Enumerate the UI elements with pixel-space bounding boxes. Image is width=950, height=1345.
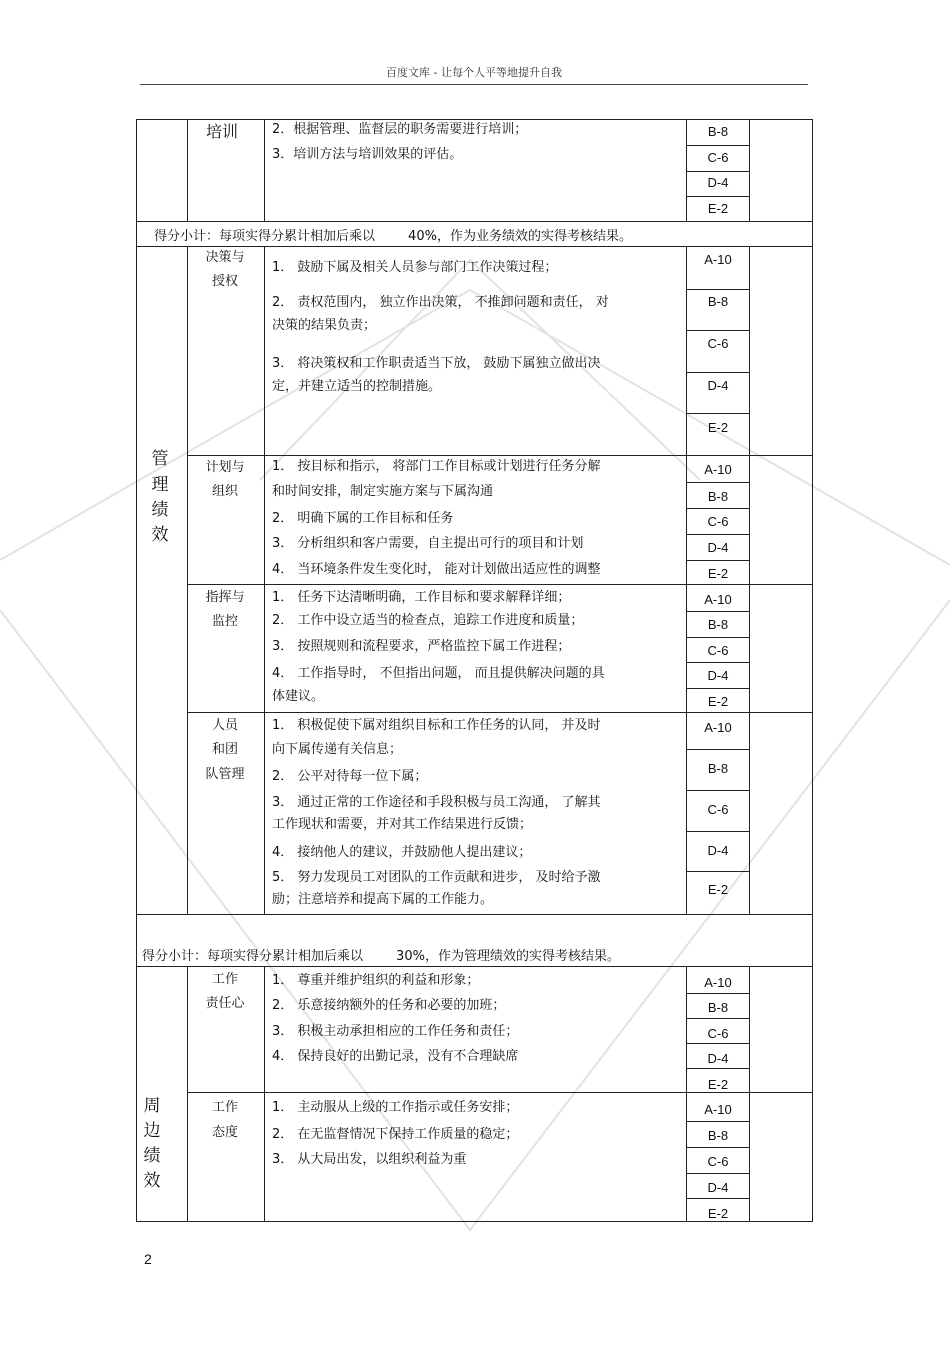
- col-divider: [264, 246, 265, 915]
- grade-label: E-2: [707, 201, 729, 216]
- training-item: 2．根据管理、监督层的职务需要进行培训；: [272, 122, 528, 137]
- group-divider: [187, 712, 813, 713]
- page-number: 2: [144, 1251, 152, 1267]
- grade-divider: [686, 196, 749, 197]
- grade-label: B-8: [707, 1128, 729, 1143]
- grade-divider: [686, 330, 749, 331]
- business-subtotal-note: 得分小计：每项实得分累计相加后乘以 40%，作为业务绩效的实得考核结果。: [154, 229, 632, 244]
- criterion-line: 1． 任务下达清晰明确，工作目标和要求解释详细；: [272, 590, 571, 605]
- grade-divider: [686, 611, 749, 612]
- grade-label: D-4: [707, 843, 729, 858]
- col-divider: [264, 119, 265, 221]
- criterion-name: 和团: [211, 742, 238, 757]
- criterion-line: 体建议。: [272, 689, 325, 704]
- grade-divider: [686, 790, 749, 791]
- criterion-line: 2． 公平对待每一位下属；: [272, 769, 428, 784]
- criterion-name: 授权: [211, 274, 238, 289]
- criterion-line: 3． 积极主动承担相应的工作任务和责任；: [272, 1024, 519, 1039]
- section-title-char: 绩: [143, 1146, 161, 1166]
- header-rule: [140, 84, 808, 85]
- col-divider: [686, 966, 687, 1221]
- grade-label: E-2: [707, 420, 729, 435]
- grade-divider: [686, 145, 749, 146]
- grade-divider: [686, 413, 749, 414]
- grade-divider: [686, 662, 749, 663]
- grade-label: A-10: [704, 592, 732, 607]
- criterion-line: 3． 从大局出发，以组织利益为重: [272, 1152, 467, 1167]
- training-item: 3．培训方法与培训效果的评估。: [272, 147, 463, 162]
- grade-label: A-10: [704, 462, 732, 477]
- criterion-line: 2． 责权范围内， 独立作出决策， 不推卸问题和责任， 对: [272, 295, 609, 310]
- grade-divider: [686, 1018, 749, 1019]
- criterion-name: 态度: [211, 1125, 238, 1140]
- grade-divider: [686, 871, 749, 872]
- criterion-line: 4． 保持良好的出勤记录，没有不合理缺席: [272, 1049, 519, 1064]
- criterion-name: 组织: [211, 484, 238, 499]
- criterion-line: 2． 工作中设立适当的检查点，追踪工作进度和质量；: [272, 613, 584, 628]
- grade-label: B-8: [707, 617, 729, 632]
- grade-divider: [686, 1043, 749, 1044]
- row-divider: [136, 914, 813, 915]
- criterion-line: 2． 乐意接纳额外的任务和必要的加班；: [272, 998, 506, 1013]
- grade-label: D-4: [707, 378, 729, 393]
- training-category: 培训: [206, 122, 239, 141]
- grade-label: C-6: [707, 1154, 729, 1169]
- management-subtotal-note: 得分小计：每项实得分累计相加后乘以 30%，作为管理绩效的实得考核结果。: [142, 949, 620, 964]
- grade-label: A-10: [704, 720, 732, 735]
- criterion-name: 监控: [211, 614, 238, 629]
- grade-label: D-4: [707, 1051, 729, 1066]
- criterion-line: 和时间安排，制定实施方案与下属沟通: [272, 484, 494, 499]
- criterion-line: 1． 按目标和指示， 将部门工作目标或计划进行任务分解: [272, 459, 601, 474]
- section-title-char: 管: [151, 449, 169, 469]
- section-title-char: 边: [143, 1121, 161, 1141]
- criterion-line: 3． 按照规则和流程要求，严格监控下属工作进程；: [272, 639, 571, 654]
- criterion-line: 1． 积极促使下属对组织目标和工作任务的认同， 并及时: [272, 718, 601, 733]
- criterion-name: 责任心: [205, 996, 245, 1011]
- col-divider: [187, 119, 188, 221]
- grade-divider: [686, 1173, 749, 1174]
- grade-label: E-2: [707, 1077, 729, 1092]
- criterion-line: 2． 在无监督情况下保持工作质量的稳定；: [272, 1127, 519, 1142]
- criterion-line: 决策的结果负责；: [272, 318, 377, 333]
- criterion-name: 指挥与: [205, 590, 245, 605]
- group-divider: [187, 455, 813, 456]
- table-border-top: [136, 119, 813, 120]
- grade-label: B-8: [707, 761, 729, 776]
- col-divider: [264, 966, 265, 1221]
- criterion-line: 向下属传递有关信息；: [272, 742, 403, 757]
- criterion-line: 定，并建立适当的控制措施。: [272, 379, 442, 394]
- grade-label: B-8: [707, 489, 729, 504]
- grade-label: E-2: [707, 566, 729, 581]
- grade-label: D-4: [707, 175, 729, 190]
- criterion-line: 4． 工作指导时， 不但指出问题， 而且提供解决问题的具: [272, 666, 605, 681]
- criterion-name: 决策与: [205, 250, 245, 265]
- grade-label: B-8: [707, 124, 729, 139]
- row-divider: [136, 966, 813, 967]
- criterion-name: 人员: [211, 718, 238, 733]
- grade-label: C-6: [707, 514, 729, 529]
- criterion-line: 4． 当环境条件发生变化时， 能对计划做出适应性的调整: [272, 562, 601, 577]
- grade-label: A-10: [704, 1102, 732, 1117]
- grade-divider: [686, 637, 749, 638]
- grade-divider: [686, 372, 749, 373]
- criterion-line: 5． 努力发现员工对团队的工作贡献和进步， 及时给予激: [272, 870, 601, 885]
- criterion-line: 2． 明确下属的工作目标和任务: [272, 511, 454, 526]
- grade-label: E-2: [707, 694, 729, 709]
- table-border-right: [812, 119, 813, 1221]
- grade-divider: [686, 688, 749, 689]
- criterion-name: 工作: [211, 1100, 238, 1115]
- criterion-name: 计划与: [205, 460, 245, 475]
- grade-divider: [686, 534, 749, 535]
- grade-label: D-4: [707, 668, 729, 683]
- col-divider: [686, 246, 687, 915]
- col-divider: [749, 119, 750, 221]
- section-title-char: 绩: [151, 500, 169, 520]
- criterion-line: 励；注意培养和提高下属的工作能力。: [272, 892, 494, 907]
- grade-label: B-8: [707, 294, 729, 309]
- criterion-line: 工作现状和需要，并对其工作结果进行反馈；: [272, 817, 533, 832]
- grade-label: C-6: [707, 150, 729, 165]
- criterion-line: 4． 接纳他人的建议，并鼓励他人提出建议；: [272, 845, 532, 860]
- col-divider: [749, 966, 750, 1221]
- grade-label: A-10: [704, 252, 732, 267]
- section-title-char: 周: [143, 1096, 161, 1116]
- grade-divider: [686, 749, 749, 750]
- grade-divider: [686, 1147, 749, 1148]
- criterion-name: 工作: [211, 972, 238, 987]
- grade-divider: [686, 171, 749, 172]
- group-divider: [187, 584, 813, 585]
- criterion-line: 1． 鼓励下属及相关人员参与部门工作决策过程；: [272, 260, 558, 275]
- grade-divider: [686, 560, 749, 561]
- col-divider: [686, 119, 687, 221]
- section-title-char: 效: [151, 525, 169, 545]
- grade-divider: [686, 1068, 749, 1069]
- criterion-line: 3． 分析组织和客户需要，自主提出可行的项目和计划: [272, 536, 584, 551]
- grade-divider: [686, 289, 749, 290]
- page-header: 百度文库 - 让每个人平等地提升自我: [386, 66, 562, 79]
- criterion-line: 3． 通过正常的工作途径和手段积极与员工沟通， 了解其: [272, 795, 601, 810]
- grade-label: C-6: [707, 643, 729, 658]
- section-title-char: 理: [151, 475, 169, 495]
- grade-label: D-4: [707, 540, 729, 555]
- grade-label: D-4: [707, 1180, 729, 1195]
- criterion-name: 队管理: [205, 767, 245, 782]
- grade-divider: [686, 1198, 749, 1199]
- grade-label: A-10: [704, 975, 732, 990]
- grade-divider: [686, 831, 749, 832]
- col-divider: [749, 246, 750, 915]
- criterion-line: 1． 尊重并维护组织的利益和形象；: [272, 973, 480, 988]
- grade-label: E-2: [707, 882, 729, 897]
- row-divider: [136, 221, 813, 222]
- grade-divider: [686, 482, 749, 483]
- grade-divider: [686, 993, 749, 994]
- grade-label: C-6: [707, 1026, 729, 1041]
- table-border-left: [136, 119, 137, 1221]
- grade-divider: [686, 1121, 749, 1122]
- grade-divider: [686, 508, 749, 509]
- grade-label: B-8: [707, 1000, 729, 1015]
- col-divider: [187, 246, 188, 915]
- grade-label: E-2: [707, 1206, 729, 1221]
- criterion-line: 1． 主动服从上级的工作指示或任务安排；: [272, 1100, 519, 1115]
- grade-label: C-6: [707, 802, 729, 817]
- criterion-line: 3． 将决策权和工作职责适当下放， 鼓励下属独立做出决: [272, 356, 601, 371]
- grade-label: C-6: [707, 336, 729, 351]
- section-title-char: 效: [143, 1171, 161, 1191]
